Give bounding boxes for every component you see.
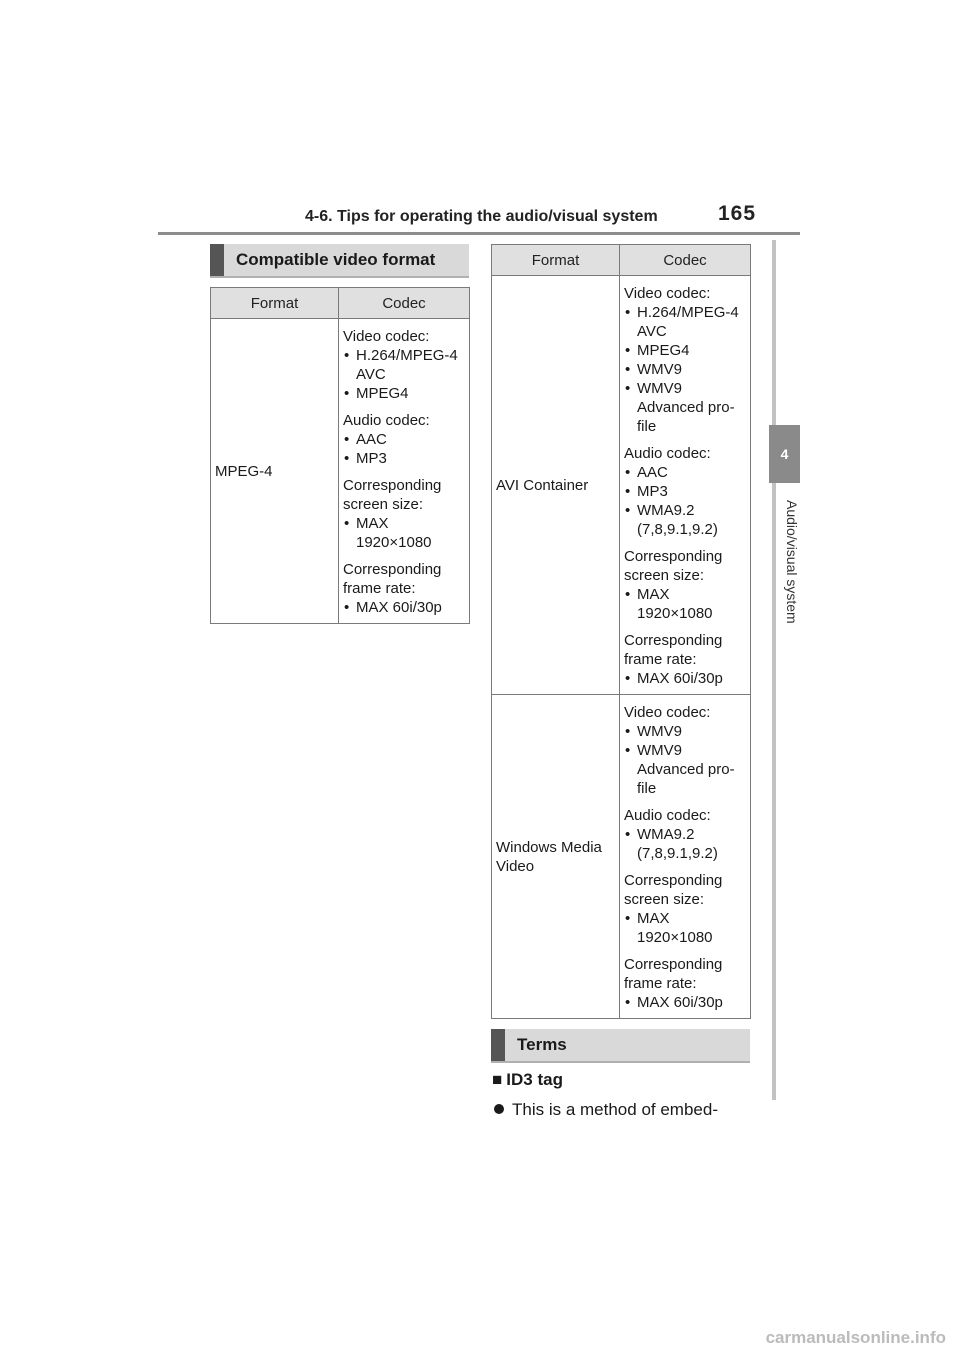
format-header: Format bbox=[211, 288, 339, 319]
codec-list-item: • WMA9.2 (7,8,9.1,9.2) bbox=[624, 825, 746, 863]
codec-list-item: • MPEG4 bbox=[343, 384, 465, 403]
table-header-row bbox=[492, 245, 751, 276]
codec-group-label: Corresponding frame rate: bbox=[343, 561, 442, 597]
codec-header: Codec bbox=[339, 288, 470, 319]
codec-cell bbox=[620, 695, 751, 1019]
term-description-text: This is a method of embed- bbox=[512, 1100, 718, 1119]
codec-group-label: Corresponding screen size: bbox=[624, 872, 723, 908]
codec-list-item: • MAX 60i/30p bbox=[343, 598, 465, 617]
codec-cell bbox=[620, 276, 751, 695]
codec-list-item: • MAX 60i/30p bbox=[624, 993, 746, 1012]
codec-group-label: Corresponding screen size: bbox=[343, 477, 442, 513]
codec-list-item: • WMV9 Advanced pro-file bbox=[624, 379, 746, 436]
side-rule bbox=[772, 240, 776, 1100]
codec-cell bbox=[339, 319, 470, 624]
codec-list-item: • MAX 1920×1080 bbox=[343, 514, 465, 552]
section-marker bbox=[491, 1029, 505, 1061]
video-format-table-1 bbox=[210, 287, 470, 624]
term-heading-text: ID3 tag bbox=[506, 1070, 563, 1089]
codec-group bbox=[343, 327, 465, 403]
codec-list-item: • WMA9.2 (7,8,9.1,9.2) bbox=[624, 501, 746, 539]
codec-group-label: Corresponding screen size: bbox=[624, 548, 723, 584]
codec-list-item: • MAX 1920×1080 bbox=[624, 909, 746, 947]
codec-list-item: • MAX 60i/30p bbox=[624, 669, 746, 688]
codec-group-label: Corresponding frame rate: bbox=[624, 956, 723, 992]
header-title: 4-6. Tips for operating the audio/visual system bbox=[305, 208, 658, 225]
codec-group bbox=[624, 703, 746, 798]
codec-group-label: Video codec: bbox=[343, 328, 430, 345]
table-row bbox=[492, 695, 751, 1019]
codec-list-item: • MAX 1920×1080 bbox=[624, 585, 746, 623]
codec-list-item: • WMV9 bbox=[624, 722, 746, 741]
codec-list-item: • H.264/MPEG-4 AVC bbox=[343, 346, 465, 384]
term-heading bbox=[492, 1070, 563, 1090]
codec-group-label: Corresponding frame rate: bbox=[624, 632, 723, 668]
header-rule bbox=[158, 232, 800, 235]
codec-group bbox=[343, 560, 465, 617]
term-description bbox=[492, 1100, 718, 1120]
format-cell: Windows Media Video bbox=[492, 695, 620, 1019]
codec-group bbox=[624, 284, 746, 436]
codec-group bbox=[624, 955, 746, 1012]
section-title: Terms bbox=[517, 1035, 567, 1054]
filled-circle-bullet-icon bbox=[494, 1104, 504, 1114]
codec-list-item: • MPEG4 bbox=[624, 341, 746, 360]
section-title: Compatible video format bbox=[236, 250, 436, 269]
table-row bbox=[211, 319, 470, 624]
codec-group bbox=[343, 476, 465, 552]
table-row bbox=[492, 276, 751, 695]
format-cell: AVI Container bbox=[492, 276, 620, 695]
section-heading-terms bbox=[491, 1029, 750, 1063]
section-marker bbox=[210, 244, 224, 276]
codec-group bbox=[624, 871, 746, 947]
codec-group bbox=[343, 411, 465, 468]
chapter-label: Audio/visual system bbox=[784, 500, 800, 624]
codec-list-item: • MP3 bbox=[624, 482, 746, 501]
codec-list-item: • WMV9 Advanced pro-file bbox=[624, 741, 746, 798]
codec-group bbox=[624, 547, 746, 623]
watermark: carmanualsonline.info bbox=[765, 1328, 946, 1347]
square-bullet-icon: ■ bbox=[492, 1070, 503, 1089]
codec-group-label: Audio codec: bbox=[624, 445, 711, 462]
codec-list-item: • H.264/MPEG-4 AVC bbox=[624, 303, 746, 341]
codec-group-label: Audio codec: bbox=[624, 807, 711, 824]
codec-list-item: • AAC bbox=[624, 463, 746, 482]
video-format-table-2 bbox=[491, 244, 751, 1019]
codec-header: Codec bbox=[620, 245, 751, 276]
codec-group bbox=[624, 444, 746, 539]
page-number: 165 bbox=[718, 202, 757, 225]
format-cell: MPEG-4 bbox=[211, 319, 339, 624]
codec-list-item: • MP3 bbox=[343, 449, 465, 468]
codec-group bbox=[624, 631, 746, 688]
chapter-tab: 4 bbox=[769, 425, 800, 483]
codec-list-item: • AAC bbox=[343, 430, 465, 449]
table-header-row bbox=[211, 288, 470, 319]
format-header: Format bbox=[492, 245, 620, 276]
codec-group bbox=[624, 806, 746, 863]
codec-group-label: Audio codec: bbox=[343, 412, 430, 429]
codec-group-label: Video codec: bbox=[624, 704, 711, 721]
codec-group-label: Video codec: bbox=[624, 285, 711, 302]
section-heading-compatible-video bbox=[210, 244, 469, 278]
codec-list-item: • WMV9 bbox=[624, 360, 746, 379]
